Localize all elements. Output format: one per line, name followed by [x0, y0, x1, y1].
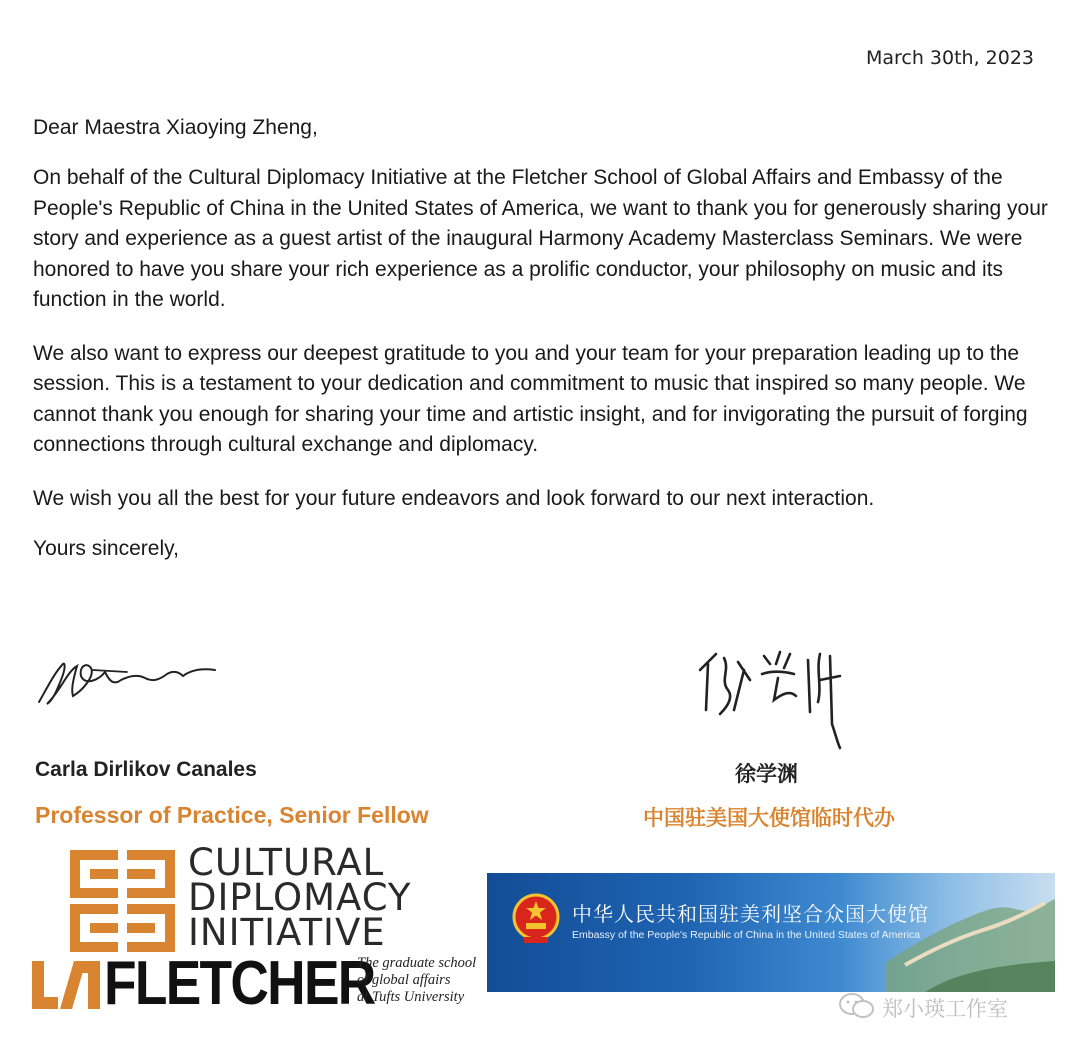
signature-left [33, 650, 223, 710]
watermark-text: 郑小瑛工作室 [882, 997, 1008, 1021]
fletcher-tagline-1: The graduate school [357, 955, 477, 971]
cultural-diplomacy-logo-icon [70, 850, 175, 952]
fletcher-tagline-3: at Tufts University [357, 989, 465, 1005]
signatory-left-title: Professor of Practice, Senior Fellow [35, 802, 429, 828]
embassy-name-cn: 中华人民共和国驻美利坚合众国大使馆 [572, 902, 929, 926]
wechat-icon [838, 992, 876, 1020]
paragraph-1: On behalf of the Cultural Diplomacy Initiative at the Fletcher School of Global Affairs and Embassy of the People's Republic of China in the United States of America, we want to thank you for generously sharing your story and experience as a guest artist of the inaugural Harmony Academy Masterclass Seminars. We were honored to have you share your rich experience as a prolific conductor, your philosophy on music and its function in the world. [33, 166, 1048, 311]
signatory-right-name: 徐学渊 [735, 763, 798, 786]
paragraph-3: We wish you all the best for your future endeavors and look forward to our next interaction. [33, 486, 875, 510]
cdi-line-1: CULTURAL [188, 841, 385, 884]
signatory-left-name: Carla Dirlikov Canales [35, 758, 257, 781]
embassy-name-en: Embassy of the People's Republic of China in the United States of America [572, 929, 921, 941]
closing: Yours sincerely, [33, 537, 179, 560]
signature-right [690, 640, 850, 750]
signatory-right-title: 中国驻美国大使馆临时代办 [643, 807, 895, 830]
cdi-wordmark [188, 841, 448, 954]
cdi-line-2: DIPLOMACY [188, 876, 412, 919]
embassy-banner [487, 873, 1055, 992]
paragraph-2: We also want to express our deepest gratitude to you and your team for your preparation leading up to the session. This is a testament to your dedication and commitment to music that inspired so many people. We cannot thank you enough for sharing your time and artistic insight, and for invigorating the pursuit of forging connections through cultural exchange and diplomacy. [33, 341, 1028, 456]
letter-date: March 30th, 2023 [865, 47, 1034, 69]
cdi-line-3: INITIATIVE [188, 911, 386, 954]
fletcher-mark-icon [30, 955, 102, 1011]
fletcher-tagline-2: of global affairs [357, 972, 451, 988]
fletcher-wordmark: FLETCHER [104, 949, 375, 1018]
national-emblem-icon [512, 893, 560, 945]
letter-body [33, 116, 1048, 561]
salutation: Dear Maestra Xiaoying Zheng, [33, 116, 318, 139]
fletcher-tagline [357, 955, 487, 1006]
